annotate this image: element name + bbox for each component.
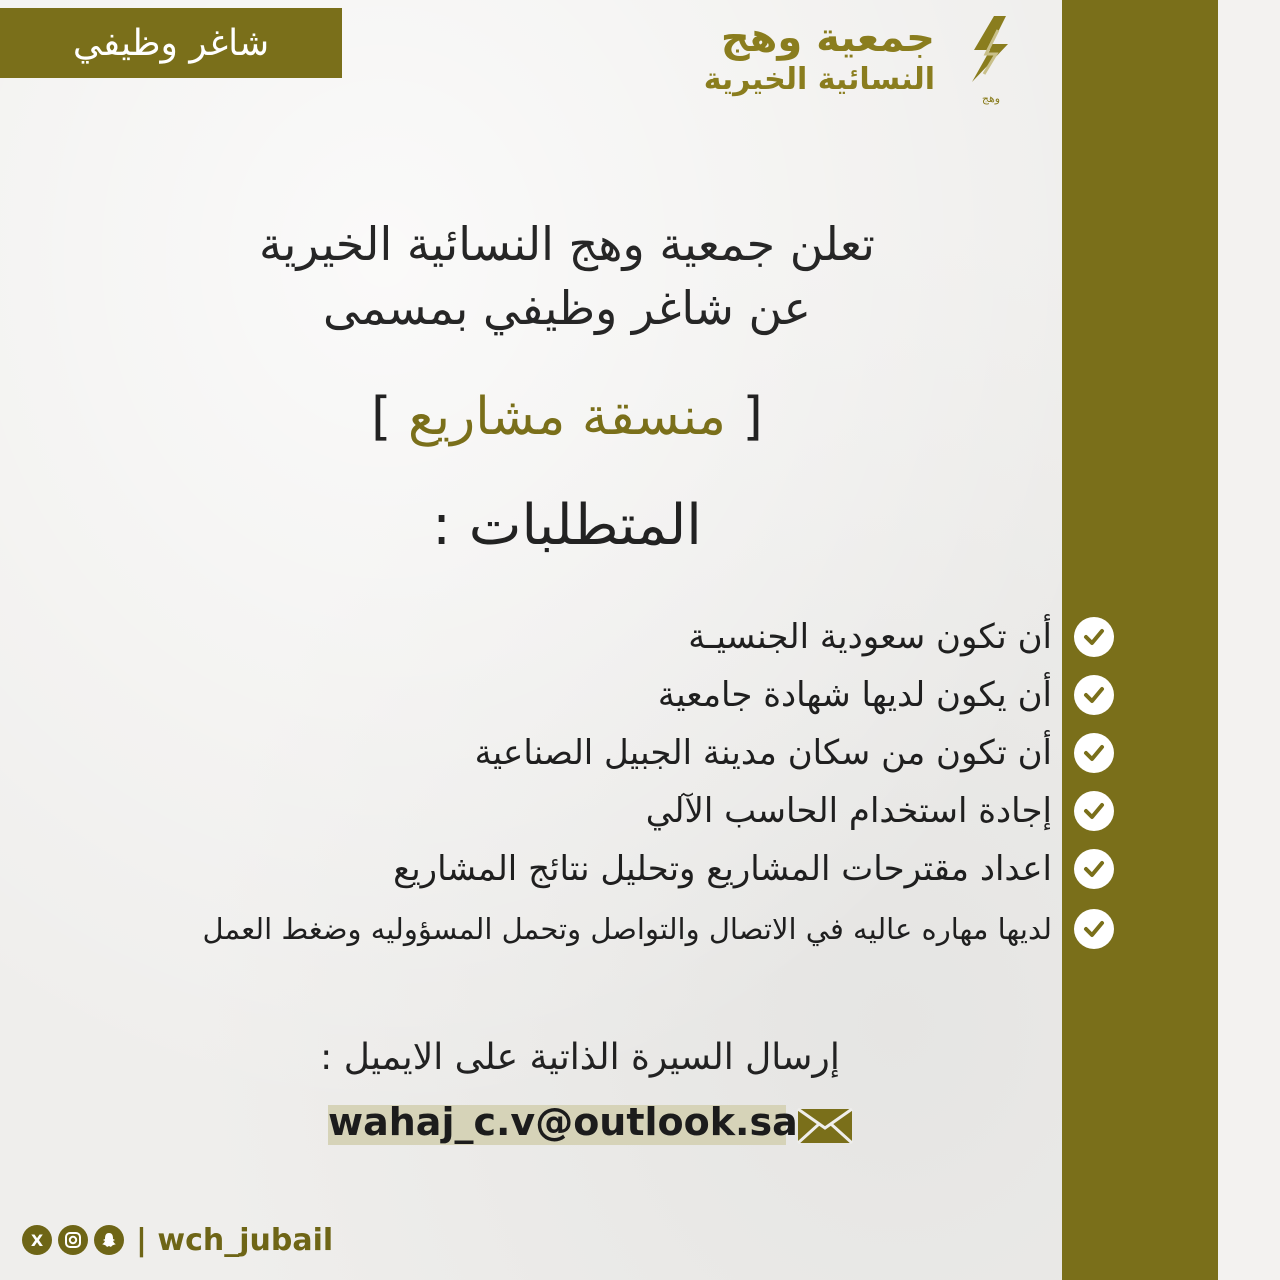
requirement-item [60,728,1120,778]
check-icon [1074,675,1114,715]
instagram-icon[interactable] [58,1225,88,1255]
email-address[interactable]: wahaj_c.v@outlook.sa [328,1100,798,1144]
snapchat-icon[interactable] [94,1225,124,1255]
social-bar [22,1222,333,1258]
check-icon [1074,733,1114,773]
org-logo-mark-label: وهج [981,92,1001,105]
announcement-line-2: عن شاغر وظيفي بمسمى [322,281,811,335]
check-icon [1074,791,1114,831]
requirements-heading: المتطلبات : [432,493,702,558]
org-subtitle: النسائية الخيرية [703,62,935,97]
role-bracket-close: ] [371,387,408,447]
check-icon [1074,849,1114,889]
requirement-text: أن يكون لديها شهادة جامعية [657,675,1052,715]
check-icon [1074,909,1114,949]
requirement-text: اعداد مقترحات المشاريع وتحليل نتائج المشاريع [393,849,1052,889]
org-logo-mark-icon [960,10,1022,108]
requirement-item [60,786,1120,836]
org-name: جمعية وهج [720,15,935,61]
role-bracket-open: [ [726,387,763,447]
requirement-text: لديها مهاره عاليه في الاتصال والتواصل وتحمل المسؤوليه وضغط العمل [202,912,1052,946]
check-icon [1074,617,1114,657]
requirement-item [60,670,1120,720]
right-strip [1218,0,1280,1280]
job-role [0,382,1134,452]
announcement-line-1: تعلن جمعية وهج النسائية الخيرية [259,217,875,271]
org-logo-text [660,14,935,98]
requirement-text: أن تكون سعودية الجنسيـة [688,617,1052,657]
requirement-text: أن تكون من سكان مدينة الجبيل الصناعية [474,733,1052,773]
social-handle[interactable]: | wch_jubail [136,1222,334,1258]
announcement-intro [0,212,1134,340]
requirement-item [60,904,1120,954]
requirement-item [60,612,1120,662]
job-vacancy-tag: شاغر وظيفي [0,8,342,78]
x-icon[interactable]: X [22,1225,52,1255]
envelope-icon [797,1108,853,1144]
send-cv-label: إرسال السيرة الذاتية على الايميل : [320,1037,840,1078]
role-title: منسقة مشاريع [408,387,726,447]
requirement-text: إجادة استخدام الحاسب الآلي [645,791,1052,831]
requirement-item [60,844,1120,894]
